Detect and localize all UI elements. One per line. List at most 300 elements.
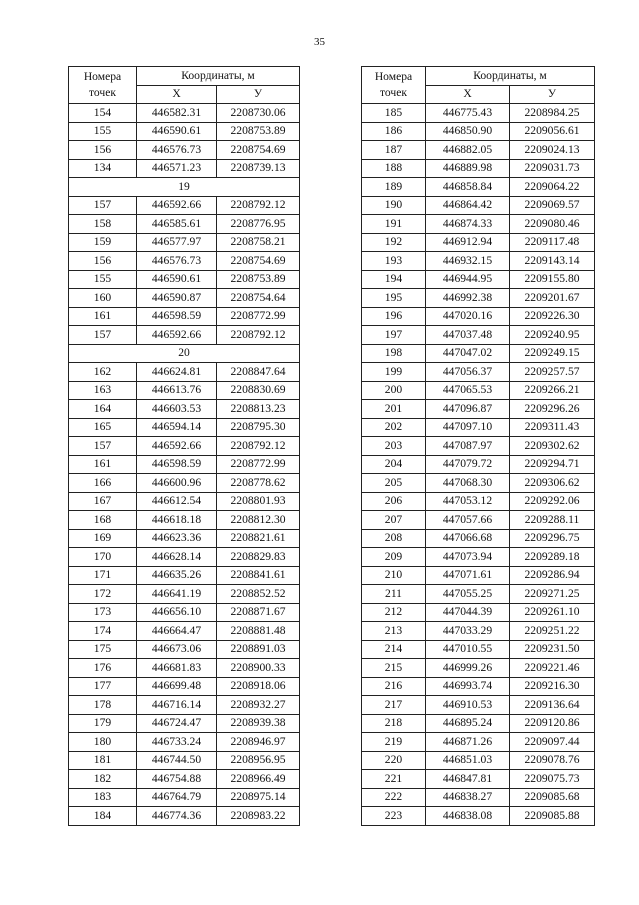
point-number-cell: 164	[69, 400, 137, 419]
y-coordinate-cell: 2208739.13	[217, 159, 300, 178]
point-number-cell: 157	[69, 196, 137, 215]
table-row	[69, 788, 300, 807]
table-row	[69, 603, 300, 622]
x-coordinate-cell: 446592.66	[137, 437, 217, 456]
coordinates-header: Координаты, м	[426, 67, 595, 86]
y-coordinate-cell: 2209117.48	[510, 233, 595, 252]
table-row	[362, 677, 595, 696]
x-coordinate-cell: 446603.53	[137, 400, 217, 419]
x-coordinate-cell: 446590.61	[137, 270, 217, 289]
y-coordinate-cell: 2209155.80	[510, 270, 595, 289]
y-coordinate-cell: 2209024.13	[510, 141, 595, 160]
point-number-cell: 203	[362, 437, 426, 456]
x-coordinate-cell: 446590.61	[137, 122, 217, 141]
y-coordinate-cell: 2209240.95	[510, 326, 595, 345]
table-row	[362, 733, 595, 752]
table-row	[362, 807, 595, 826]
y-coordinate-cell: 2208918.06	[217, 677, 300, 696]
x-coordinate-cell: 446571.23	[137, 159, 217, 178]
table-row	[362, 307, 595, 326]
point-number-cell: 211	[362, 585, 426, 604]
x-coordinate-cell: 446944.95	[426, 270, 510, 289]
table-row	[362, 418, 595, 437]
point-number-cell: 155	[69, 122, 137, 141]
table-row	[69, 714, 300, 733]
table-row	[69, 659, 300, 678]
y-coordinate-cell: 2208795.30	[217, 418, 300, 437]
y-coordinate-cell: 2208841.61	[217, 566, 300, 585]
x-coordinate-cell: 446838.08	[426, 807, 510, 826]
table-row	[362, 196, 595, 215]
x-coordinate-cell: 446613.76	[137, 381, 217, 400]
y-coordinate-cell: 2209136.64	[510, 696, 595, 715]
y-coordinate-cell: 2208753.89	[217, 122, 300, 141]
section-row	[69, 178, 300, 197]
x-coordinate-cell: 447096.87	[426, 400, 510, 419]
table-row	[69, 270, 300, 289]
x-coordinate-cell: 446592.66	[137, 326, 217, 345]
x-coordinate-cell: 446673.06	[137, 640, 217, 659]
y-coordinate-cell: 2209075.73	[510, 770, 595, 789]
point-number-cell: 165	[69, 418, 137, 437]
point-number-cell: 209	[362, 548, 426, 567]
table-row	[69, 326, 300, 345]
point-number-cell: 194	[362, 270, 426, 289]
y-coordinate-cell: 2209261.10	[510, 603, 595, 622]
y-coordinate-cell: 2208792.12	[217, 326, 300, 345]
y-coordinate-cell: 2208778.62	[217, 474, 300, 493]
section-number: 20	[69, 344, 300, 363]
point-number-cell: 214	[362, 640, 426, 659]
y-coordinate-cell: 2208871.67	[217, 603, 300, 622]
x-coordinate-cell: 446699.48	[137, 677, 217, 696]
x-coordinate-cell: 446594.14	[137, 418, 217, 437]
table-row	[69, 215, 300, 234]
y-coordinate-cell: 2209080.46	[510, 215, 595, 234]
point-number-cell: 166	[69, 474, 137, 493]
x-coordinate-cell: 446624.81	[137, 363, 217, 382]
table-row	[362, 159, 595, 178]
x-coordinate-cell: 446656.10	[137, 603, 217, 622]
y-coordinate-cell: 2209031.73	[510, 159, 595, 178]
point-number-cell: 170	[69, 548, 137, 567]
table-row	[69, 196, 300, 215]
x-coordinate-cell: 447071.61	[426, 566, 510, 585]
x-coordinate-cell: 446590.87	[137, 289, 217, 308]
point-number-cell: 191	[362, 215, 426, 234]
x-coordinate-cell: 446774.36	[137, 807, 217, 826]
point-number-cell: 154	[69, 104, 137, 123]
x-coordinate-cell: 446598.59	[137, 455, 217, 474]
y-coordinate-cell: 2208975.14	[217, 788, 300, 807]
table-row	[69, 807, 300, 826]
point-number-cell: 222	[362, 788, 426, 807]
x-coordinate-cell: 446754.88	[137, 770, 217, 789]
point-number-cell: 213	[362, 622, 426, 641]
table-row	[69, 770, 300, 789]
x-coordinate-cell: 447044.39	[426, 603, 510, 622]
point-number-cell: 193	[362, 252, 426, 271]
x-coordinate-cell: 446850.90	[426, 122, 510, 141]
y-coordinate-cell: 2209078.76	[510, 751, 595, 770]
x-coordinate-cell: 447037.48	[426, 326, 510, 345]
y-coordinate-cell: 2208813.23	[217, 400, 300, 419]
y-coordinate-cell: 2209286.94	[510, 566, 595, 585]
point-number-cell: 159	[69, 233, 137, 252]
point-number-cell: 180	[69, 733, 137, 752]
y-coordinate-cell: 2208792.12	[217, 196, 300, 215]
x-coordinate-cell: 446582.31	[137, 104, 217, 123]
y-coordinate-cell: 2208772.99	[217, 455, 300, 474]
table-row	[362, 714, 595, 733]
table-row	[362, 492, 595, 511]
table-row	[362, 437, 595, 456]
point-number-cell: 197	[362, 326, 426, 345]
y-coordinate-cell: 2208754.64	[217, 289, 300, 308]
point-number-cell: 205	[362, 474, 426, 493]
x-coordinate-cell: 446882.05	[426, 141, 510, 160]
point-numbers-header	[362, 67, 426, 104]
point-number-cell: 190	[362, 196, 426, 215]
x-coordinate-cell: 446733.24	[137, 733, 217, 752]
y-coordinate-cell: 2209251.22	[510, 622, 595, 641]
table-row	[69, 307, 300, 326]
y-coordinate-cell: 2209294.71	[510, 455, 595, 474]
point-number-cell: 202	[362, 418, 426, 437]
x-coordinate-cell: 446628.14	[137, 548, 217, 567]
y-coordinate-cell: 2208758.21	[217, 233, 300, 252]
x-coordinate-cell: 447097.10	[426, 418, 510, 437]
table-row	[69, 159, 300, 178]
y-coordinate-cell: 2209069.57	[510, 196, 595, 215]
y-coordinate-cell: 2208754.69	[217, 252, 300, 271]
table-row	[362, 363, 595, 382]
table-row	[69, 529, 300, 548]
x-coordinate-cell: 447033.29	[426, 622, 510, 641]
point-number-cell: 177	[69, 677, 137, 696]
point-number-cell: 163	[69, 381, 137, 400]
point-number-cell: 217	[362, 696, 426, 715]
x-coordinate-cell: 446847.81	[426, 770, 510, 789]
point-number-cell: 174	[69, 622, 137, 641]
y-coordinate-cell: 2209311.43	[510, 418, 595, 437]
x-coordinate-cell: 446858.84	[426, 178, 510, 197]
point-number-cell: 189	[362, 178, 426, 197]
table-row	[69, 233, 300, 252]
point-number-cell: 157	[69, 326, 137, 345]
table-row	[69, 400, 300, 419]
point-number-cell: 196	[362, 307, 426, 326]
x-coordinate-cell: 446889.98	[426, 159, 510, 178]
x-coordinate-cell: 446635.26	[137, 566, 217, 585]
x-coordinate-cell: 446623.36	[137, 529, 217, 548]
point-number-cell: 188	[362, 159, 426, 178]
y-header: У	[217, 85, 300, 104]
x-coordinate-cell: 446681.83	[137, 659, 217, 678]
x-coordinate-cell: 446612.54	[137, 492, 217, 511]
point-number-cell: 206	[362, 492, 426, 511]
point-number-cell: 134	[69, 159, 137, 178]
table-row	[362, 788, 595, 807]
point-number-cell: 220	[362, 751, 426, 770]
point-number-cell: 218	[362, 714, 426, 733]
x-coordinate-cell: 446864.42	[426, 196, 510, 215]
x-coordinate-cell: 446764.79	[137, 788, 217, 807]
y-coordinate-cell: 2209064.22	[510, 178, 595, 197]
table-row	[69, 437, 300, 456]
table-body-left	[69, 104, 300, 826]
x-coordinate-cell: 446999.26	[426, 659, 510, 678]
point-number-cell: 171	[69, 566, 137, 585]
table-row	[362, 233, 595, 252]
point-number-cell: 185	[362, 104, 426, 123]
table-row	[362, 529, 595, 548]
x-coordinate-cell: 446874.33	[426, 215, 510, 234]
y-coordinate-cell: 2209271.25	[510, 585, 595, 604]
table-row	[69, 751, 300, 770]
point-number-cell: 178	[69, 696, 137, 715]
y-coordinate-cell: 2209292.06	[510, 492, 595, 511]
table-row	[362, 289, 595, 308]
table-row	[362, 215, 595, 234]
page-number: 35	[314, 36, 325, 48]
y-coordinate-cell: 2208772.99	[217, 307, 300, 326]
table-row	[69, 141, 300, 160]
x-coordinate-cell: 446577.97	[137, 233, 217, 252]
x-coordinate-cell: 447047.02	[426, 344, 510, 363]
x-coordinate-cell: 447010.55	[426, 640, 510, 659]
y-coordinate-cell: 2208821.61	[217, 529, 300, 548]
x-coordinate-cell: 447066.68	[426, 529, 510, 548]
point-number-cell: 176	[69, 659, 137, 678]
x-coordinate-cell: 446932.15	[426, 252, 510, 271]
y-coordinate-cell: 2208932.27	[217, 696, 300, 715]
y-header: У	[510, 85, 595, 104]
y-coordinate-cell: 2209249.15	[510, 344, 595, 363]
x-coordinate-cell: 446724.47	[137, 714, 217, 733]
point-number-cell: 215	[362, 659, 426, 678]
y-coordinate-cell: 2209226.30	[510, 307, 595, 326]
section-row	[69, 344, 300, 363]
y-coordinate-cell: 2209302.62	[510, 437, 595, 456]
y-coordinate-cell: 2209289.18	[510, 548, 595, 567]
point-number-cell: 207	[362, 511, 426, 530]
x-coordinate-cell: 446912.94	[426, 233, 510, 252]
table-row	[69, 585, 300, 604]
x-coordinate-cell: 446576.73	[137, 141, 217, 160]
y-coordinate-cell: 2208792.12	[217, 437, 300, 456]
coordinates-table-left	[68, 66, 300, 826]
y-coordinate-cell: 2208830.69	[217, 381, 300, 400]
point-number-cell: 181	[69, 751, 137, 770]
table-row	[69, 252, 300, 271]
y-coordinate-cell: 2208812.30	[217, 511, 300, 530]
y-coordinate-cell: 2208754.69	[217, 141, 300, 160]
table-row	[69, 696, 300, 715]
table-row	[69, 733, 300, 752]
y-coordinate-cell: 2209306.62	[510, 474, 595, 493]
point-number-cell: 155	[69, 270, 137, 289]
table-row	[362, 751, 595, 770]
x-coordinate-cell: 446618.18	[137, 511, 217, 530]
point-number-cell: 204	[362, 455, 426, 474]
table-row	[69, 548, 300, 567]
table-row	[362, 622, 595, 641]
y-coordinate-cell: 2208946.97	[217, 733, 300, 752]
y-coordinate-cell: 2208776.95	[217, 215, 300, 234]
coordinates-table-right	[361, 66, 595, 826]
table-row	[362, 252, 595, 271]
table-row	[69, 566, 300, 585]
table-row	[362, 770, 595, 789]
y-coordinate-cell: 2209056.61	[510, 122, 595, 141]
table-row	[362, 104, 595, 123]
x-coordinate-cell: 446585.61	[137, 215, 217, 234]
table-row	[69, 122, 300, 141]
x-coordinate-cell: 446744.50	[137, 751, 217, 770]
table-row	[69, 492, 300, 511]
point-number-cell: 201	[362, 400, 426, 419]
table-row	[362, 270, 595, 289]
point-number-cell: 192	[362, 233, 426, 252]
x-coordinate-cell: 446598.59	[137, 307, 217, 326]
y-coordinate-cell: 2209296.26	[510, 400, 595, 419]
x-coordinate-cell: 446838.27	[426, 788, 510, 807]
table-row	[69, 381, 300, 400]
point-number-cell: 179	[69, 714, 137, 733]
y-coordinate-cell: 2208966.49	[217, 770, 300, 789]
table-row	[362, 659, 595, 678]
x-coordinate-cell: 446716.14	[137, 696, 217, 715]
point-number-cell: 175	[69, 640, 137, 659]
table-row	[69, 511, 300, 530]
y-coordinate-cell: 2208900.33	[217, 659, 300, 678]
point-number-cell: 199	[362, 363, 426, 382]
table-row	[69, 104, 300, 123]
x-coordinate-cell: 447055.25	[426, 585, 510, 604]
point-number-cell: 223	[362, 807, 426, 826]
table-row	[69, 455, 300, 474]
y-coordinate-cell: 2208829.83	[217, 548, 300, 567]
table-row	[69, 363, 300, 382]
table-row	[69, 474, 300, 493]
table-row	[362, 603, 595, 622]
x-coordinate-cell: 446576.73	[137, 252, 217, 271]
point-number-cell: 219	[362, 733, 426, 752]
point-number-cell: 200	[362, 381, 426, 400]
y-coordinate-cell: 2208891.03	[217, 640, 300, 659]
x-coordinate-cell: 447073.94	[426, 548, 510, 567]
point-number-cell: 198	[362, 344, 426, 363]
point-numbers-header-line1: Номера	[374, 70, 413, 84]
x-coordinate-cell: 446664.47	[137, 622, 217, 641]
x-coordinate-cell: 446910.53	[426, 696, 510, 715]
table-row	[362, 566, 595, 585]
point-number-cell: 173	[69, 603, 137, 622]
y-coordinate-cell: 2209143.14	[510, 252, 595, 271]
table-row	[69, 677, 300, 696]
y-coordinate-cell: 2208753.89	[217, 270, 300, 289]
table-row	[362, 455, 595, 474]
point-numbers-header	[69, 67, 137, 104]
table-row	[362, 696, 595, 715]
table-row	[69, 418, 300, 437]
x-coordinate-cell: 446992.38	[426, 289, 510, 308]
x-coordinate-cell: 447053.12	[426, 492, 510, 511]
x-coordinate-cell: 447057.66	[426, 511, 510, 530]
point-number-cell: 167	[69, 492, 137, 511]
point-number-cell: 156	[69, 252, 137, 271]
y-coordinate-cell: 2209231.50	[510, 640, 595, 659]
y-coordinate-cell: 2208956.95	[217, 751, 300, 770]
x-coordinate-cell: 447068.30	[426, 474, 510, 493]
point-number-cell: 195	[362, 289, 426, 308]
table-row	[69, 289, 300, 308]
x-coordinate-cell: 446641.19	[137, 585, 217, 604]
y-coordinate-cell: 2209257.57	[510, 363, 595, 382]
point-number-cell: 210	[362, 566, 426, 585]
x-header: Х	[426, 85, 510, 104]
table-row	[69, 640, 300, 659]
x-coordinate-cell: 447079.72	[426, 455, 510, 474]
point-number-cell: 156	[69, 141, 137, 160]
point-number-cell: 162	[69, 363, 137, 382]
point-number-cell: 184	[69, 807, 137, 826]
y-coordinate-cell: 2208881.48	[217, 622, 300, 641]
x-coordinate-cell: 446592.66	[137, 196, 217, 215]
y-coordinate-cell: 2208852.52	[217, 585, 300, 604]
x-coordinate-cell: 446871.26	[426, 733, 510, 752]
table-row	[362, 400, 595, 419]
table-row	[362, 511, 595, 530]
point-number-cell: 186	[362, 122, 426, 141]
x-coordinate-cell: 446993.74	[426, 677, 510, 696]
table-row	[362, 326, 595, 345]
x-header: Х	[137, 85, 217, 104]
x-coordinate-cell: 446851.03	[426, 751, 510, 770]
x-coordinate-cell: 447020.16	[426, 307, 510, 326]
point-number-cell: 161	[69, 307, 137, 326]
point-numbers-header-line2: точек	[88, 86, 117, 99]
y-coordinate-cell: 2209296.75	[510, 529, 595, 548]
y-coordinate-cell: 2208983.22	[217, 807, 300, 826]
table-row	[362, 474, 595, 493]
table-row	[362, 122, 595, 141]
y-coordinate-cell: 2209266.21	[510, 381, 595, 400]
table-row	[362, 141, 595, 160]
point-number-cell: 182	[69, 770, 137, 789]
point-number-cell: 160	[69, 289, 137, 308]
table-row	[362, 548, 595, 567]
x-coordinate-cell: 446775.43	[426, 104, 510, 123]
point-number-cell: 212	[362, 603, 426, 622]
point-number-cell: 208	[362, 529, 426, 548]
point-number-cell: 158	[69, 215, 137, 234]
point-number-cell: 172	[69, 585, 137, 604]
y-coordinate-cell: 2208984.25	[510, 104, 595, 123]
point-numbers-header-line1: Номера	[83, 70, 122, 84]
y-coordinate-cell: 2208939.38	[217, 714, 300, 733]
y-coordinate-cell: 2208801.93	[217, 492, 300, 511]
y-coordinate-cell: 2209120.86	[510, 714, 595, 733]
point-number-cell: 221	[362, 770, 426, 789]
point-number-cell: 216	[362, 677, 426, 696]
table-row	[362, 585, 595, 604]
y-coordinate-cell: 2208847.64	[217, 363, 300, 382]
table-row	[362, 344, 595, 363]
point-number-cell: 183	[69, 788, 137, 807]
x-coordinate-cell: 447087.97	[426, 437, 510, 456]
